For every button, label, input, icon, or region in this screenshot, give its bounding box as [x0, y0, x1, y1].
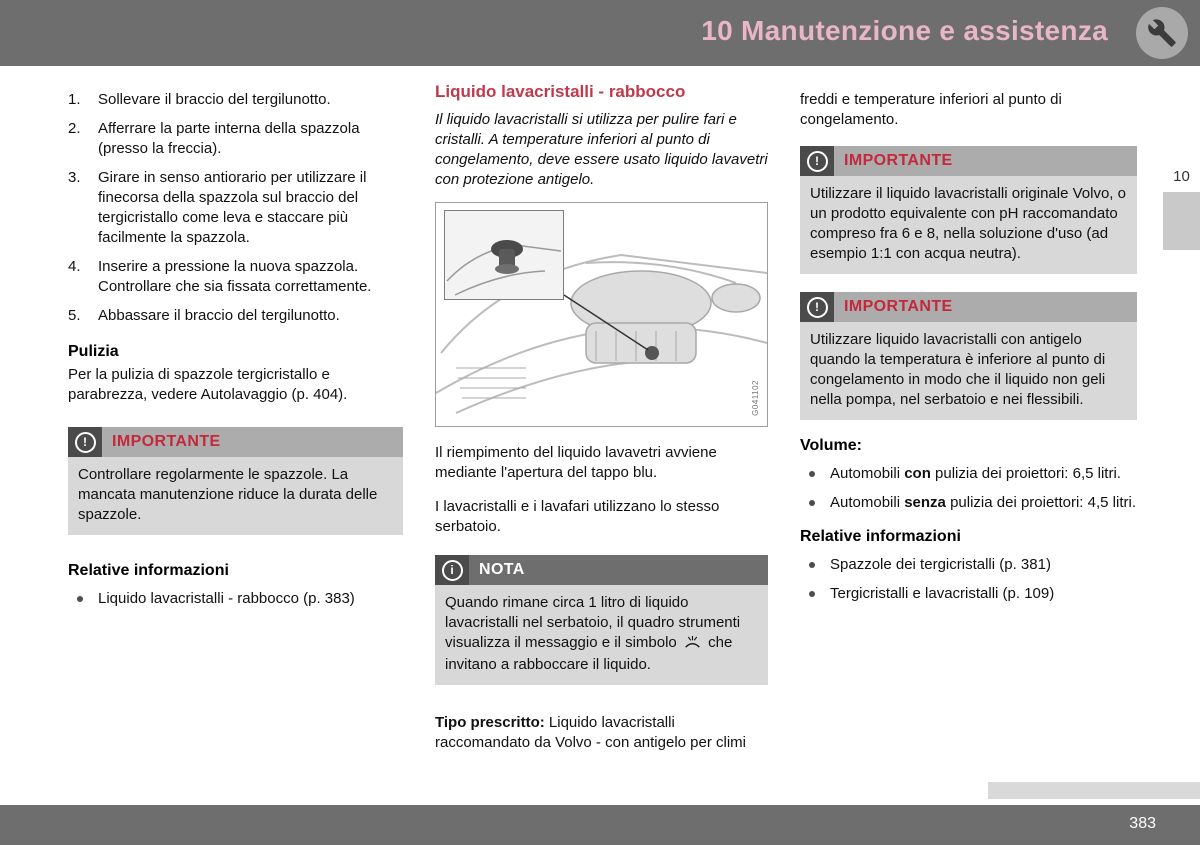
important-box-title: IMPORTANTE	[834, 146, 1137, 176]
left-column	[68, 66, 403, 618]
figure-code-label: G041102	[751, 380, 760, 416]
step-text: Afferrare la parte interna della spazzola (presso la freccia).	[98, 120, 360, 157]
section-title: Liquido lavacristalli - rabbocco	[435, 82, 686, 101]
prescribed-type-label: Tipo prescritto:	[435, 714, 545, 731]
note-text-after: che invitano a rabboccare il liquido.	[445, 634, 733, 673]
volume-item-bold: con	[904, 465, 931, 482]
info-icon: i	[435, 555, 469, 585]
important-box	[68, 427, 403, 535]
footer-accent-strip	[988, 782, 1200, 799]
related-info-list	[68, 589, 403, 609]
chapter-side-tab	[1163, 168, 1200, 250]
exclamation-icon: !	[68, 427, 102, 457]
reservoir-paragraph: I lavacristalli e i lavafari utilizzano lo stesso serbatoio.	[435, 498, 720, 535]
related-link: Liquido lavacristalli - rabbocco (p. 383)	[68, 589, 403, 609]
step-item	[68, 90, 403, 110]
fill-paragraph: Il riempimento del liquido lavavetri avviene mediante l'apertura del tappo blu.	[435, 444, 717, 481]
washer-fluid-symbol-icon	[684, 635, 701, 655]
related-link: Tergicristalli e lavacristalli (p. 109)	[800, 584, 1137, 604]
step-item	[68, 306, 403, 326]
chapter-title: 10 Manutenzione e assistenza	[701, 15, 1108, 46]
continuation-paragraph: freddi e temperature inferiori al punto di congelamento.	[800, 91, 1062, 128]
cleaning-heading: Pulizia	[68, 343, 119, 360]
important-box-body: Utilizzare liquido lavacristalli con antigelo quando la temperatura è inferiore al punto di congelamento in modo che il liquido non geli nella pompa, nel serbatoio e nei flessibili.	[800, 322, 1137, 420]
volume-item-text: pulizia dei proiettori: 6,5 litri.	[930, 465, 1121, 482]
step-number: 5.	[68, 307, 81, 324]
exclamation-icon: !	[800, 146, 834, 176]
step-text: Sollevare il braccio del tergilunotto.	[98, 91, 331, 108]
middle-column	[435, 66, 768, 753]
volume-item-text: Automobili	[830, 465, 905, 482]
step-text: Girare in senso antiorario per utilizzare il finecorsa della spazzola sul braccio del tergicristallo come leva e staccare più facilmente la spazzola.	[98, 169, 367, 246]
maintenance-wrench-icon	[1136, 7, 1188, 59]
important-box	[800, 146, 1137, 274]
chapter-tab-marker	[1163, 192, 1200, 250]
important-box-header	[68, 427, 403, 457]
step-item	[68, 119, 403, 159]
note-box-body	[435, 585, 768, 685]
volume-item-bold: senza	[904, 494, 946, 511]
prescribed-type-paragraph	[435, 713, 768, 753]
volume-item-text: Automobili	[830, 494, 905, 511]
step-number: 1.	[68, 91, 81, 108]
important-box	[800, 292, 1137, 420]
volume-list	[800, 464, 1137, 513]
volume-item	[800, 493, 1137, 513]
step-item	[68, 257, 403, 297]
important-box-title: IMPORTANTE	[834, 292, 1137, 322]
step-number: 2.	[68, 120, 81, 137]
volume-heading: Volume:	[800, 437, 862, 454]
note-box-header	[435, 555, 768, 585]
note-box	[435, 555, 768, 685]
important-box-header	[800, 146, 1137, 176]
step-number: 3.	[68, 169, 81, 186]
related-info-heading: Relative informazioni	[800, 528, 961, 545]
related-info-heading: Relative informazioni	[68, 562, 229, 579]
volume-item	[800, 464, 1137, 484]
footer-bar	[0, 805, 1200, 845]
step-text: Inserire a pressione la nuova spazzola. Controllare che sia fissata correttamente.	[98, 258, 372, 295]
volume-item-text: pulizia dei proiettori: 4,5 litri.	[945, 494, 1136, 511]
wiper-replacement-steps	[68, 90, 403, 326]
related-info-list	[800, 555, 1137, 604]
cleaning-paragraph: Per la pulizia di spazzole tergicristallo e parabrezza, vedere Autolavaggio (p. 404).	[68, 366, 348, 403]
note-text-before: Quando rimane circa 1 litro di liquido lavacristalli nel serbatoio, il quadro strumenti visualizza il messaggio e il simbolo	[445, 594, 741, 651]
step-text: Abbassare il braccio del tergilunotto.	[98, 307, 340, 324]
step-number: 4.	[68, 258, 81, 275]
right-column	[800, 66, 1137, 613]
engine-bay-figure	[435, 202, 768, 427]
important-box-body: Utilizzare il liquido lavacristalli originale Volvo, o un prodotto equivalente con pH raccomandato compreso fra 6 e 8, nella soluzione d'uso (ad esempio 1:1 con acqua neutra).	[800, 176, 1137, 274]
exclamation-icon: !	[800, 292, 834, 322]
important-box-title: IMPORTANTE	[102, 427, 403, 457]
important-box-header	[800, 292, 1137, 322]
washer-cap-inset	[444, 210, 564, 300]
chapter-header-bar	[0, 0, 1200, 66]
chapter-tab-number: 10	[1173, 168, 1190, 185]
important-box-body: Controllare regolarmente le spazzole. La mancata manutenzione riduce la durata delle spazzole.	[68, 457, 403, 535]
related-link: Spazzole dei tergicristalli (p. 381)	[800, 555, 1137, 575]
note-box-title: NOTA	[469, 555, 768, 585]
step-item	[68, 168, 403, 248]
prescribed-type-text: Liquido lavacristalli raccomandato da Volvo - con antigelo per climi	[435, 714, 747, 751]
page-number: 383	[1129, 815, 1156, 832]
section-intro: Il liquido lavacristalli si utilizza per pulire fari e cristalli. A temperature inferiori al punto di congelamento, deve essere usato liquido lavavetri con protezione antigelo.	[435, 111, 768, 188]
